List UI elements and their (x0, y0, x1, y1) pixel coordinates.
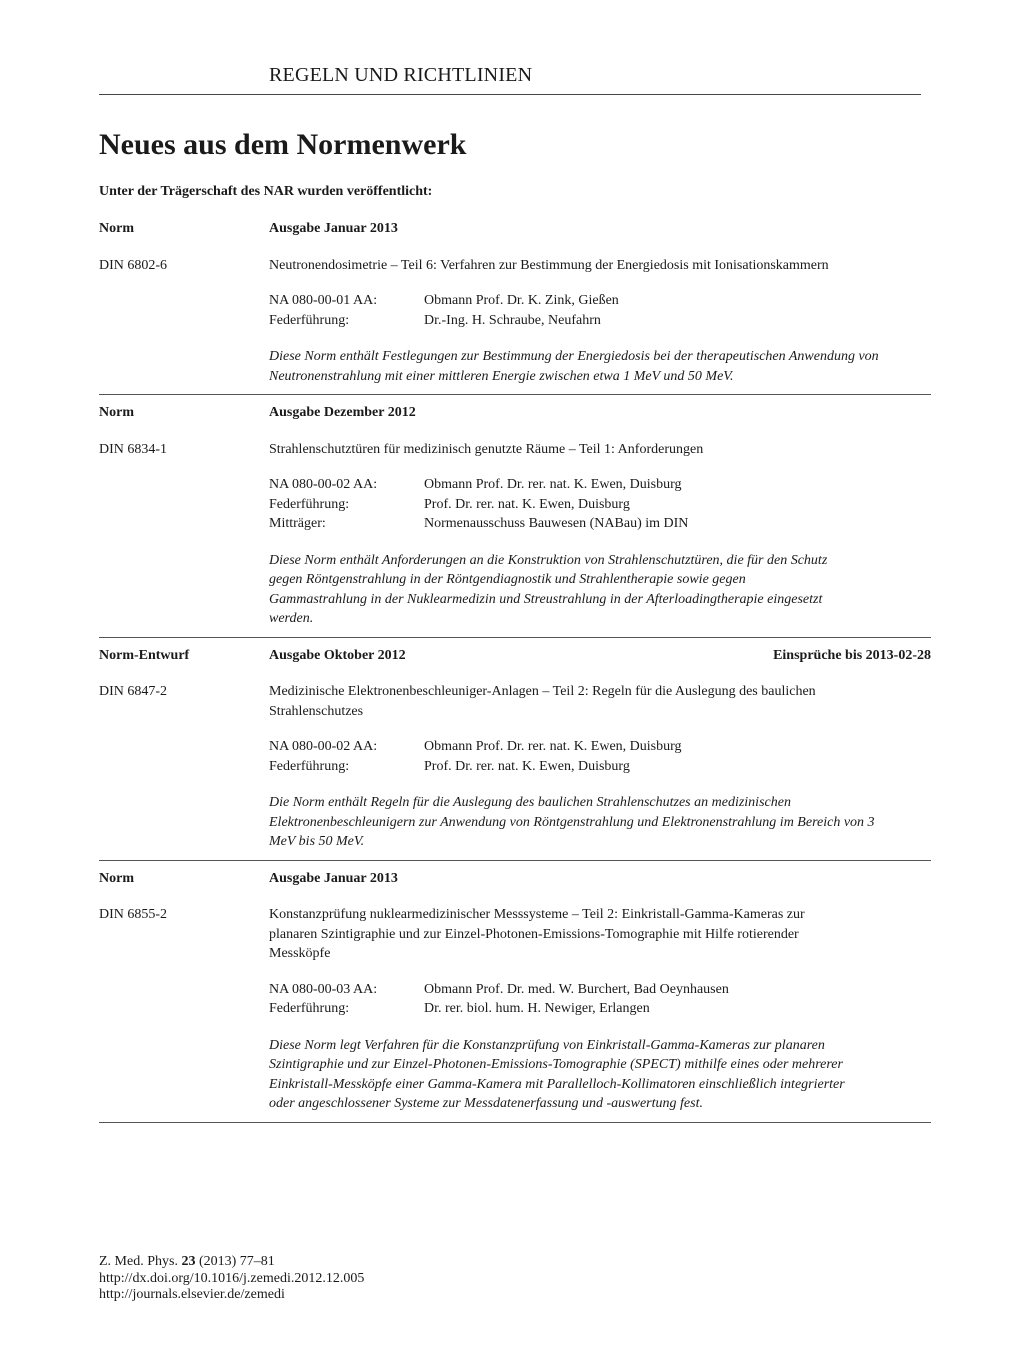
responsible-value: Obmann Prof. Dr. K. Zink, Gießen (424, 293, 619, 308)
responsible-key: Federführung: (269, 758, 350, 774)
responsible-value: Dr. rer. biol. hum. H. Newiger, Erlangen (424, 1001, 650, 1016)
page-title: Neues aus dem Normenwerk (99, 128, 467, 161)
entry-description: Diese Norm enthält Festlegungen zur Bestimmung der Energiedosis bei der therapeutischen Anwendung von Neutronenstrahlung mit einer mittleren Energie zwischen etwa 1 MeV und 50 MeV. (269, 349, 879, 384)
entry-responsibles (269, 291, 931, 330)
responsible-key: NA 080-00-02 AA: (269, 477, 378, 492)
entry-responsibles (269, 737, 931, 776)
responsible-value: Obmann Prof. Dr. med. W. Burchert, Bad Oeynhausen (424, 981, 729, 997)
entry-name: Konstanzprüfung nuklearmedizinischer Messsysteme – Teil 2: Einkristall-Gamma-Kameras zur planaren Szintigraphie und zur Einzel-Photonen-Emissions-Tomographie mit Hilfe rotierender Messköpfe (269, 907, 805, 961)
entry-edition: Ausgabe Januar 2013 (269, 221, 398, 236)
responsible-key: Mitträger: (269, 516, 326, 531)
header-divider (99, 94, 921, 95)
norm-entry (99, 219, 931, 395)
entry-edition: Ausgabe Oktober 2012 (269, 647, 406, 663)
responsible-key: NA 080-00-03 AA: (269, 981, 378, 997)
intro-text: Unter der Trägerschaft des NAR wurden veröffentlicht: (99, 184, 433, 199)
responsible-key: NA 080-00-01 AA: (269, 293, 378, 308)
entry-name: Strahlenschutztüren für medizinisch genutzte Räume – Teil 1: Anforderungen (269, 441, 704, 457)
responsible-value: Normenausschuss Bauwesen (NABau) im DIN (424, 516, 689, 531)
section-header: REGELN UND RICHTLINIEN (269, 64, 533, 86)
norm-entry (99, 646, 931, 861)
responsible-value: Prof. Dr. rer. nat. K. Ewen, Duisburg (424, 758, 630, 774)
entry-type: Norm-Entwurf (99, 647, 190, 663)
entry-type: Norm (99, 870, 134, 886)
responsible-value: Dr.-Ing. H. Schraube, Neufahrn (424, 312, 601, 328)
citation-footer (99, 1254, 364, 1304)
norm-entry (99, 869, 931, 1123)
responsible-key: Federführung: (269, 312, 350, 328)
entry-number: DIN 6855-2 (99, 907, 168, 922)
journal-year-pages: (2013) 77–81 (198, 1254, 275, 1269)
entry-number: DIN 6802-6 (99, 257, 168, 273)
norm-entries-list (99, 219, 931, 1131)
entry-responsibles (269, 475, 931, 534)
responsible-value: Obmann Prof. Dr. rer. nat. K. Ewen, Duisburg (424, 739, 682, 754)
responsible-value: Obmann Prof. Dr. rer. nat. K. Ewen, Duisburg (424, 477, 682, 492)
entry-type: Norm (99, 221, 134, 236)
responsible-value: Prof. Dr. rer. nat. K. Ewen, Duisburg (424, 496, 630, 512)
entry-name: Neutronendosimetrie – Teil 6: Verfahren zur Bestimmung der Energiedosis mit Ionisationskammern (269, 257, 829, 273)
journal-volume: 23 (181, 1254, 196, 1269)
journal-citation (99, 1254, 364, 1271)
norm-entry (99, 403, 931, 638)
responsible-key: Federführung: (269, 1001, 350, 1016)
entry-name: Medizinische Elektronenbeschleuniger-Anlagen – Teil 2: Regeln für die Auslegung des baulichen Strahlenschutzes (269, 684, 816, 719)
entry-number: DIN 6834-1 (99, 441, 168, 457)
entry-description: Diese Norm enthält Anforderungen an die Konstruktion von Strahlenschutztüren, die für den Schutz gegen Röntgenstrahlung in der Röntgendiagnostik und Strahlentherapie sowie gegen Gammastrahlung in der Nuklearmedizin und Streustrahlung in der Afterloadingtherapie eingesetzt werden. (269, 552, 828, 626)
entry-responsibles (269, 980, 931, 1019)
entry-edition: Ausgabe Januar 2013 (269, 870, 398, 886)
entry-description: Diese Norm legt Verfahren für die Konstanzprüfung von Einkristall-Gamma-Kameras zur planaren Szintigraphie und zur Einzel-Photonen-Emissions-Tomographie (SPECT) mithilfe eines oder mehrerer Einkristall-Messköpfe einer Gamma-Kamera mit Parallelloch-Kollimatoren einschließlich integrierter oder angeschlossener Systeme zur Messdatenerfassung und -auswertung fest. (269, 1037, 845, 1111)
entry-description: Die Norm enthält Regeln für die Auslegung des baulichen Strahlenschutzes an medizinischen Elektronenbeschleunigern zur Anwendung von Röntgenstrahlung und Elektronenstrahlung im Bereich von 3 MeV bis 50 MeV. (269, 795, 875, 849)
entry-number: DIN 6847-2 (99, 684, 168, 699)
doi-link[interactable]: http://dx.doi.org/10.1016/j.zemedi.2012.12.005 (99, 1270, 365, 1286)
journal-prefix: Z. Med. Phys. (99, 1254, 178, 1269)
responsible-key: NA 080-00-02 AA: (269, 739, 378, 754)
responsible-key: Federführung: (269, 496, 350, 512)
entry-edition: Ausgabe Dezember 2012 (269, 405, 416, 420)
entry-objection-deadline: Einsprüche bis 2013-02-28 (773, 647, 931, 663)
journal-url-link[interactable]: http://journals.elsevier.de/zemedi (99, 1287, 285, 1302)
entry-type: Norm (99, 405, 134, 420)
